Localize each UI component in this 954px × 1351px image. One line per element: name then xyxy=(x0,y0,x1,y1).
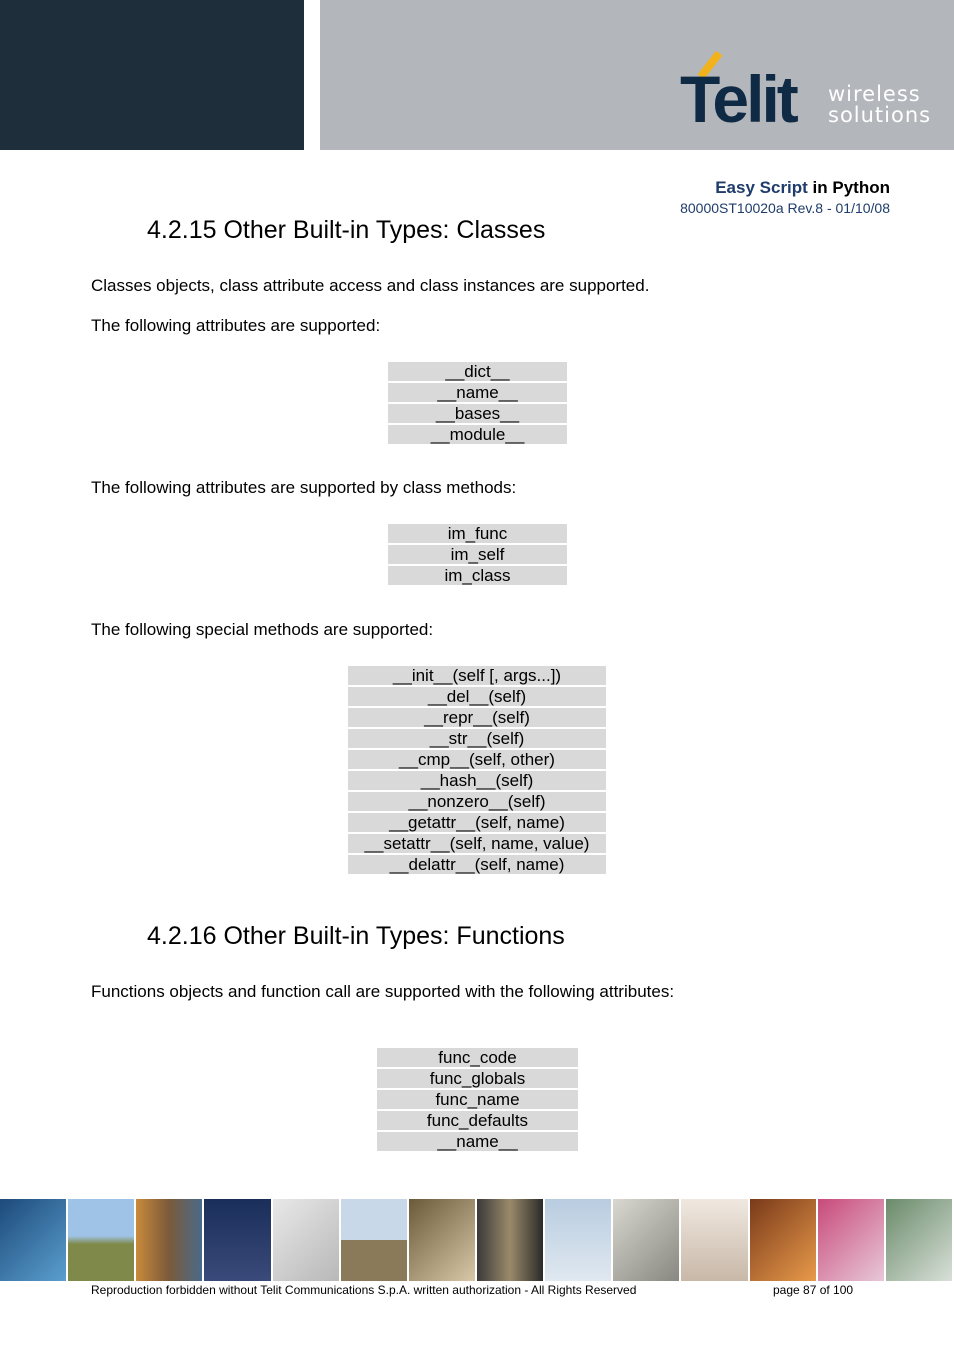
photo-tile xyxy=(818,1199,886,1281)
photo-tile xyxy=(273,1199,341,1281)
photo-tile xyxy=(204,1199,272,1281)
photo-tile xyxy=(409,1199,477,1281)
class-attributes-table xyxy=(388,360,567,446)
attributes-label: The following attributes are supported: xyxy=(91,316,381,335)
photo-tile xyxy=(750,1199,818,1281)
document-code: 80000ST10020a Rev.8 - 01/10/08 xyxy=(680,200,890,216)
table-row: __cmp__(self, other) xyxy=(348,750,606,769)
section-heading-classes: 4.2.15 Other Built-in Types: Classes xyxy=(147,216,546,244)
header-dark-panel xyxy=(0,0,304,150)
table-row: __getattr__(self, name) xyxy=(348,813,606,832)
functions-intro: Functions objects and function call are supported with the following attributes: xyxy=(91,982,675,1001)
classes-intro: Classes objects, class attribute access and class instances are supported. xyxy=(91,276,650,295)
special-methods-label: The following special methods are supported: xyxy=(91,620,434,639)
special-methods-table xyxy=(348,664,606,876)
table-row: __delattr__(self, name) xyxy=(348,855,606,874)
page-number: page 87 of 100 xyxy=(773,1283,854,1297)
table-row: __name__ xyxy=(388,383,567,402)
table-row: __bases__ xyxy=(388,404,567,423)
function-attributes-table xyxy=(377,1046,578,1153)
table-row: im_self xyxy=(388,545,567,564)
copyright-notice: Reproduction forbidden without Telit Communications S.p.A. written authorization - All Rights Reserved xyxy=(91,1283,637,1297)
table-row: func_name xyxy=(377,1090,578,1109)
table-row: __setattr__(self, name, value) xyxy=(348,834,606,853)
section-heading-functions: 4.2.16 Other Built-in Types: Functions xyxy=(147,922,565,950)
table-row: __dict__ xyxy=(388,362,567,381)
photo-tile xyxy=(0,1199,68,1281)
photo-tile xyxy=(477,1199,545,1281)
table-row: __nonzero__(self) xyxy=(348,792,606,811)
photo-tile xyxy=(136,1199,204,1281)
photo-tile xyxy=(613,1199,681,1281)
table-row: func_code xyxy=(377,1048,578,1067)
table-row: __module__ xyxy=(388,425,567,444)
method-attributes-table xyxy=(388,522,567,587)
table-row: im_func xyxy=(388,524,567,543)
table-row: __del__(self) xyxy=(348,687,606,706)
document-title: Easy Script in Python xyxy=(715,178,890,197)
table-row: im_class xyxy=(388,566,567,585)
table-row: __name__ xyxy=(377,1132,578,1151)
method-attributes-label: The following attributes are supported by class methods: xyxy=(91,478,517,497)
table-row: __init__(self [, args...]) xyxy=(348,666,606,685)
table-row: __str__(self) xyxy=(348,729,606,748)
table-row: __repr__(self) xyxy=(348,708,606,727)
photo-tile xyxy=(545,1199,613,1281)
photo-tile xyxy=(341,1199,409,1281)
logo-wordmark: Telit xyxy=(680,62,796,136)
table-row: func_defaults xyxy=(377,1111,578,1130)
table-row: func_globals xyxy=(377,1069,578,1088)
table-row: __hash__(self) xyxy=(348,771,606,790)
telit-logo xyxy=(676,46,936,136)
footer-photo-strip xyxy=(0,1199,954,1281)
photo-tile xyxy=(68,1199,136,1281)
logo-tagline: wireless solutions xyxy=(828,82,932,127)
photo-tile xyxy=(681,1199,749,1281)
photo-tile xyxy=(886,1199,954,1281)
